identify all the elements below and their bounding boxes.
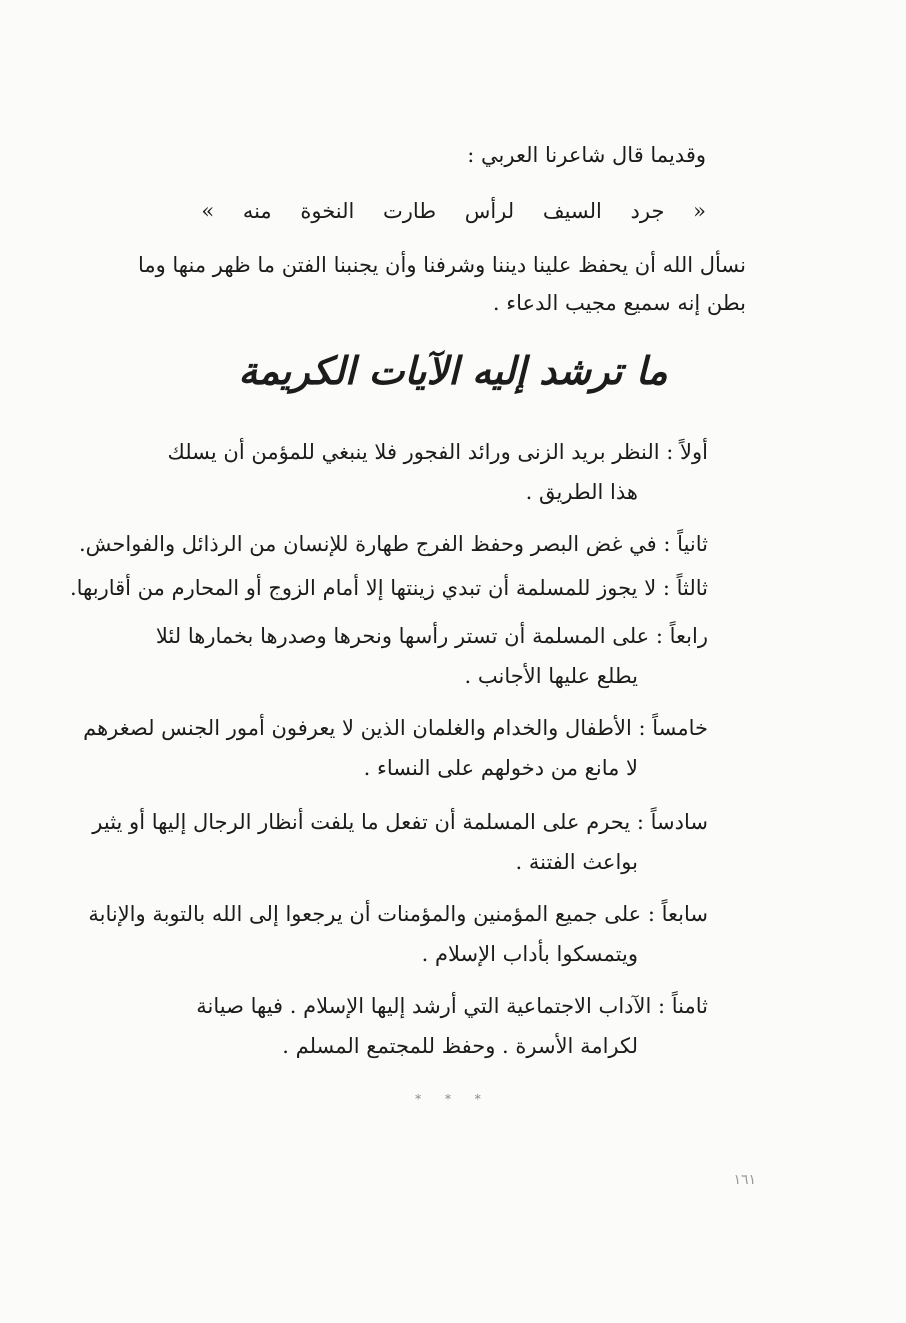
item-text-cont: لكرامة الأسرة . وحفظ للمجتمع المسلم . [282,1034,638,1058]
list-item-7 [68,894,708,974]
paragraph-line-2: بطن إنه سميع مجيب الدعاء . [492,291,746,315]
item-text-cont: هذا الطريق . [525,480,638,504]
item-label: ثالثاً : [662,576,708,600]
list-item-8 [68,986,708,1066]
item-text: الأطفال والخدام والغلمان الذين لا يعرفون أمور الجنس لصغرهم [83,716,632,740]
poem-verse: « جرد السيف لرأس طارت النخوة منه » [201,199,706,223]
item-text-cont: بواعث الفتنة . [515,850,638,874]
item-label: خامساً : [638,716,708,740]
list-item-4 [68,616,708,696]
item-text: يحرم على المسلمة أن تفعل ما يلفت أنظار الرجال إليها أو يثير [92,810,631,834]
list-item-6 [68,802,708,882]
item-text: في غض البصر وحفظ الفرج طهارة للإنسان من الرذائل والفواحش. [78,532,657,556]
item-text: لا يجوز للمسلمة أن تبدي زينتها إلا أمام الزوج أو المحارم من أقاربها. [69,576,657,600]
list-item-2 [68,524,708,564]
item-label: ثانياً : [663,532,708,556]
item-text-cont: ويتمسكوا بأداب الإسلام . [421,942,638,966]
list-item-3 [68,568,708,608]
page-number: ١٦١ [733,1172,756,1188]
list-item-1 [68,432,708,512]
item-label: سابعاً : [647,902,708,926]
item-label: سادساً : [636,810,708,834]
item-label: ثامناً : [658,994,708,1018]
item-text: على المسلمة أن تستر رأسها ونحرها وصدرها بخمارها لئلا [155,624,650,648]
section-heading: ما ترشد إليه الآيات الكريمة [238,348,668,393]
item-label: أولاً : [666,440,708,464]
intro-line: وقديما قال شاعرنا العربي : [467,143,706,167]
item-label: رابعاً : [655,624,708,648]
item-text: على جميع المؤمنين والمؤمنات أن يرجعوا إلى الله بالتوبة والإنابة [88,902,642,926]
item-text-cont: لا مانع من دخولهم على النساء . [363,756,638,780]
paragraph-prayer [66,246,746,322]
list-item-5 [68,708,708,788]
item-text: الآداب الاجتماعية التي أرشد إليها الإسلام . فيها صيانة [196,994,652,1018]
paragraph-line-1: نسأل الله أن يحفظ علينا ديننا وشرفنا وأن يجنبنا الفتن ما ظهر منها وما [137,253,746,277]
item-text: النظر بريد الزنى ورائد الفجور فلا ينبغي للمؤمن أن يسلك [167,440,660,464]
item-text-cont: يطلع عليها الأجانب . [464,664,638,688]
section-separator: * * * [415,1092,491,1106]
